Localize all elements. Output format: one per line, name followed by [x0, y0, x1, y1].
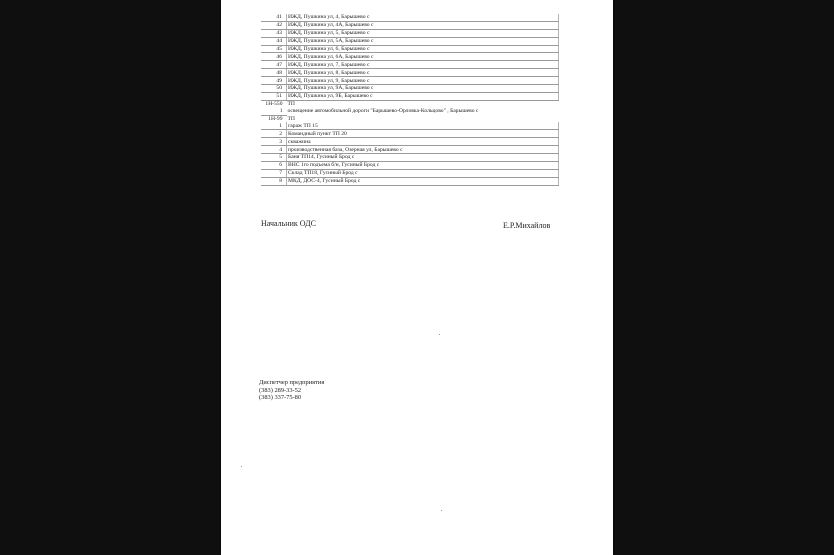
- table-row: [261, 14, 559, 21]
- row-description: ИЖД, Пушкина ул, 4А, Барышево с: [287, 21, 559, 29]
- row-description: производственная база, Озерная ул, Барышево с: [287, 146, 559, 154]
- table-row: [261, 169, 559, 177]
- scan-speck: [241, 466, 242, 467]
- row-number: 50: [261, 85, 287, 93]
- row-description: ВНС 1го подъема б/н, Гусиный Брод с: [287, 161, 559, 169]
- row-number: 41: [261, 14, 287, 21]
- table-row: [261, 161, 559, 169]
- row-description: ТП: [287, 101, 295, 108]
- table-row: [261, 154, 559, 162]
- row-number: 1: [261, 108, 287, 115]
- table-row: [261, 146, 559, 154]
- signature-title: Начальник ОДС: [261, 219, 316, 228]
- dispatcher-phone-1: (383) 289-33-52: [259, 386, 302, 394]
- table-row: [261, 21, 559, 29]
- table-row: [261, 53, 559, 61]
- table-row: [261, 45, 559, 53]
- table-row: [261, 138, 559, 146]
- row-number: 3: [261, 138, 287, 146]
- row-number: 47: [261, 61, 287, 69]
- row-description: ИЖД, Пушкина ул, 5А, Барышево с: [287, 37, 559, 45]
- row-description: Баня ТП14, Гусиный Брод с: [287, 154, 559, 162]
- dispatcher-label: Диспетчер предприятия: [259, 379, 325, 386]
- table-row: [261, 92, 559, 100]
- table-row: [261, 37, 559, 45]
- row-description: ИЖД, Пушкина ул, 5, Барышево с: [287, 29, 559, 37]
- row-number: 46: [261, 53, 287, 61]
- table-row: [261, 85, 559, 93]
- row-description: Командный пункт ТП 20: [287, 130, 559, 138]
- row-number: 7: [261, 169, 287, 177]
- row-description: ИЖД, Пушкина ул, 7, Барышево с: [287, 61, 559, 69]
- row-description: освещение автомобильной дороги "Барышево-Орловка-Кольцово" , Барышево с: [287, 108, 479, 115]
- row-number: 1Н-99: [268, 115, 283, 122]
- row-number: 48: [261, 69, 287, 77]
- row-number: 8: [261, 177, 287, 185]
- row-description: ИЖД, Пушкина ул, 6А, Барышево с: [287, 53, 559, 61]
- table-row: [261, 108, 559, 115]
- scan-speck: [439, 334, 440, 335]
- table-row: [261, 100, 559, 107]
- table-row: [261, 61, 559, 69]
- consumer-table-body: [261, 14, 559, 185]
- row-description: ИЖД, Пушкина ул, 8, Барышево с: [287, 69, 559, 77]
- dispatcher-phone-2: (383) 337-75-80: [259, 394, 302, 402]
- row-number: 44: [261, 37, 287, 45]
- row-description: Склад ТП18, Гусиный Брод с: [287, 169, 559, 177]
- row-description: ИЖД, Пушкина ул, 9, Барышево с: [287, 77, 559, 85]
- row-description: ИЖД, Пушкина ул, 4, Барышево с: [287, 14, 559, 21]
- table-row: [261, 29, 559, 37]
- row-number: 51: [261, 92, 287, 100]
- row-description: ИЖД, Пушкина ул, 6, Барышево с: [287, 45, 559, 53]
- row-number: 2: [261, 130, 287, 138]
- table-row: [261, 115, 559, 122]
- signature-name: Е.Р.Михайлов: [503, 221, 551, 230]
- consumer-table: [261, 14, 559, 186]
- row-number: 45: [261, 45, 287, 53]
- row-description: МКД, ДОС-4, Гусиный Брод с: [287, 177, 559, 185]
- row-number: 49: [261, 77, 287, 85]
- row-number: 6: [261, 161, 287, 169]
- row-number: 5: [261, 154, 287, 162]
- table-row: [261, 130, 559, 138]
- consumer-table-wrap: [261, 14, 559, 186]
- row-number: 43: [261, 29, 287, 37]
- table-row: [261, 177, 559, 185]
- row-number: 4: [261, 146, 287, 154]
- row-description: ИЖД, Пушкина ул, 9Б, Барышево с: [287, 92, 559, 100]
- row-description: ТП: [287, 115, 295, 122]
- table-row: [261, 122, 559, 129]
- table-row: [261, 69, 559, 77]
- dispatcher-contact: [259, 379, 324, 402]
- row-description: гараж ТП 15: [287, 122, 559, 129]
- row-description: скважина: [287, 138, 559, 146]
- table-row: [261, 77, 559, 85]
- row-description: ИЖД, Пушкина ул, 9А, Барышево с: [287, 85, 559, 93]
- row-number: 1Н-550: [265, 101, 283, 108]
- document-page: [221, 0, 613, 555]
- row-number: 1: [261, 122, 287, 129]
- row-number: 42: [261, 21, 287, 29]
- scan-speck: [441, 510, 442, 511]
